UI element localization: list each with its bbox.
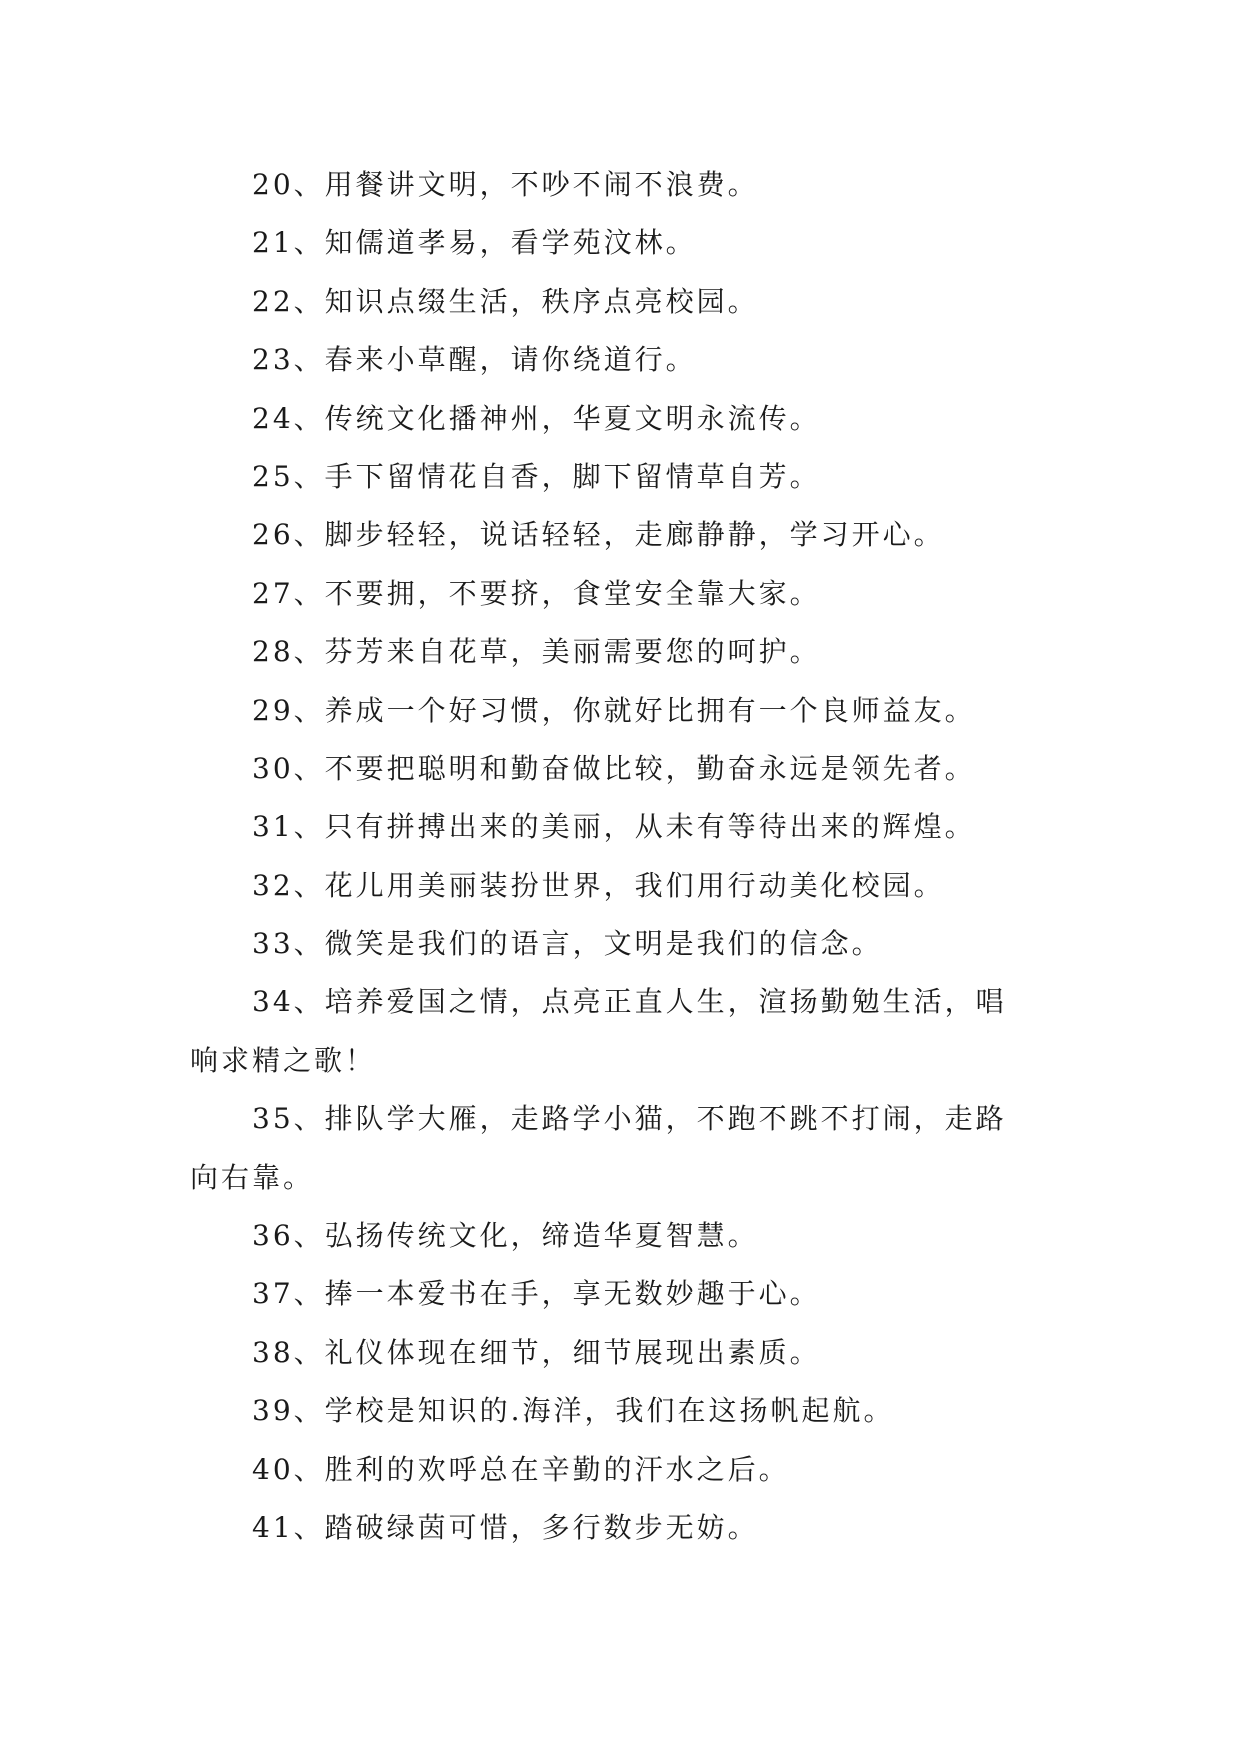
slogan-line: 28、芬芳来自花草，美丽需要您的呵护。 bbox=[252, 635, 821, 669]
slogan-line: 38、礼仪体现在细节，细节展现出素质。 bbox=[252, 1335, 821, 1369]
slogan-line-continuation: 响求精之歌！ bbox=[190, 1043, 377, 1077]
slogan-line: 32、花儿用美丽装扮世界，我们用行动美化校园。 bbox=[252, 868, 945, 902]
slogan-line: 22、知识点缀生活，秩序点亮校园。 bbox=[252, 284, 759, 318]
slogan-line: 33、微笑是我们的语言，文明是我们的信念。 bbox=[252, 927, 883, 961]
slogan-line: 39、学校是知识的.海洋，我们在这扬帆起航。 bbox=[252, 1394, 895, 1428]
slogan-line: 41、踏破绿茵可惜，多行数步无妨。 bbox=[252, 1510, 759, 1544]
slogan-line: 35、排队学大雁，走路学小猫，不跑不跳不打闹，走路 bbox=[252, 1102, 1007, 1136]
slogan-line: 25、手下留情花自香，脚下留情草自芳。 bbox=[252, 459, 821, 493]
slogan-line: 30、不要把聪明和勤奋做比较，勤奋永远是领先者。 bbox=[252, 751, 976, 785]
slogan-line: 29、养成一个好习惯，你就好比拥有一个良师益友。 bbox=[252, 693, 976, 727]
slogan-line: 36、弘扬传统文化，缔造华夏智慧。 bbox=[252, 1219, 759, 1253]
slogan-line-continuation: 向右靠。 bbox=[190, 1160, 315, 1194]
slogan-line: 27、不要拥，不要挤，食堂安全靠大家。 bbox=[252, 576, 821, 610]
slogan-line: 26、脚步轻轻，说话轻轻，走廊静静，学习开心。 bbox=[252, 518, 945, 552]
slogan-line: 40、胜利的欢呼总在辛勤的汗水之后。 bbox=[252, 1452, 790, 1486]
slogan-line: 21、知儒道孝易，看学苑汶林。 bbox=[252, 226, 697, 260]
slogan-line: 23、春来小草醒，请你绕道行。 bbox=[252, 343, 697, 377]
slogan-line: 24、传统文化播神州，华夏文明永流传。 bbox=[252, 401, 821, 435]
slogan-line: 31、只有拼搏出来的美丽，从未有等待出来的辉煌。 bbox=[252, 810, 976, 844]
slogan-line: 34、培养爱国之情，点亮正直人生，渲扬勤勉生活，唱 bbox=[252, 985, 1007, 1019]
slogan-line: 37、捧一本爱书在手，享无数妙趣于心。 bbox=[252, 1277, 821, 1311]
slogan-list bbox=[190, 156, 1050, 1557]
slogan-line: 20、用餐讲文明，不吵不闹不浪费。 bbox=[252, 168, 759, 201]
